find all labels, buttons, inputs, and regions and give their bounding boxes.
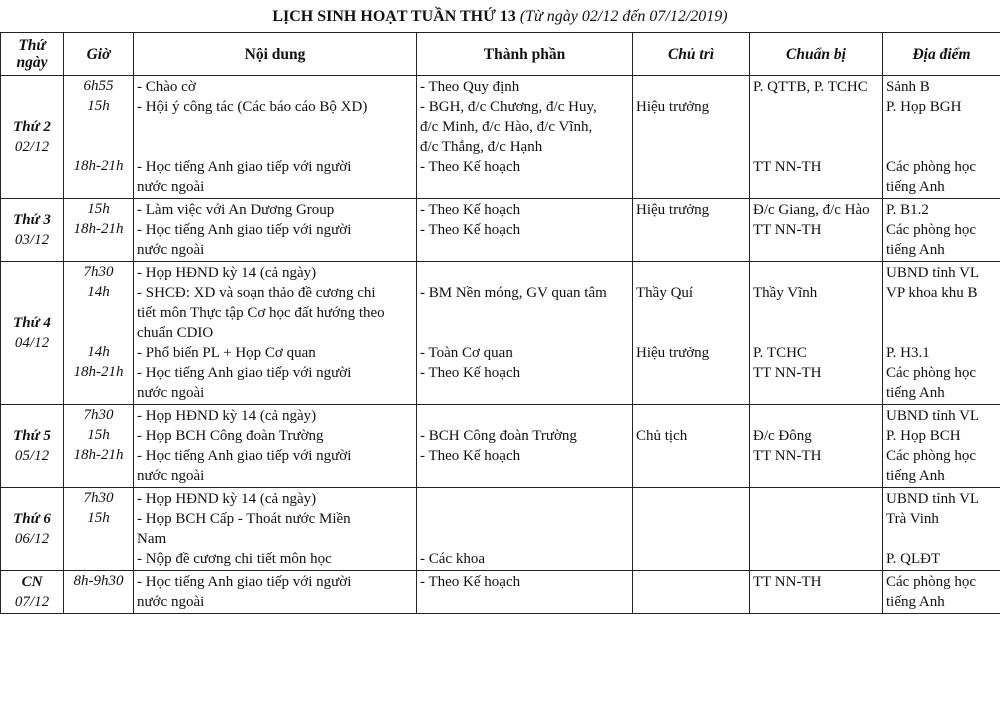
cell-line (64, 239, 133, 259)
cell-line (636, 117, 746, 137)
cell-line (64, 465, 133, 485)
cell-line: tiếng Anh (886, 383, 997, 403)
cell-line: - Họp BCH Công đoàn Trường (137, 426, 413, 446)
cell-line: Đ/c Đông (753, 426, 879, 446)
day-row (1, 571, 1000, 614)
cell-line (420, 592, 629, 612)
chair-cell (633, 76, 750, 199)
cell-line (420, 383, 629, 403)
cell-line: Thầy Quí (636, 283, 746, 303)
cell-line (636, 323, 746, 343)
cell-line: - Hội ý công tác (Các báo cáo Bộ XD) (137, 97, 413, 117)
cell-line: P. Họp BGH (886, 97, 997, 117)
cell-line: Hiệu trưởng (636, 97, 746, 117)
cell-line (137, 117, 413, 137)
cell-line (753, 592, 879, 612)
cell-line: đ/c Thắng, đ/c Hạnh (420, 137, 629, 157)
cell-line: 15h (64, 199, 133, 219)
cell-line (636, 177, 746, 197)
cell-line (420, 263, 629, 283)
header-row (1, 33, 1000, 76)
members-cell (417, 488, 633, 571)
place-cell (883, 488, 1000, 571)
cell-line: - Theo Kế hoạch (420, 363, 629, 383)
cell-line: chuẩn CDIO (137, 323, 413, 343)
cell-line: P. QTTB, P. TCHC (753, 77, 879, 97)
cell-line: 7h30 (64, 488, 133, 508)
time-cell (64, 405, 134, 488)
place-cell (883, 405, 1000, 488)
day-row (1, 488, 1000, 571)
day-cell (1, 405, 64, 488)
day-cell (1, 76, 64, 199)
cell-line: - Theo Kế hoạch (420, 572, 629, 592)
cell-line: P. Họp BCH (886, 426, 997, 446)
header-content: Nội dung (134, 33, 417, 76)
cell-line: P. QLĐT (886, 549, 997, 569)
day-date: 07/12 (15, 594, 49, 610)
cell-line: VP khoa khu B (886, 283, 997, 303)
members-cell (417, 76, 633, 199)
cell-line (636, 572, 746, 592)
cell-line (886, 529, 997, 549)
header-members: Thành phần (417, 33, 633, 76)
header-chair: Chủ trì (633, 33, 750, 76)
day-date: 05/12 (15, 448, 49, 464)
cell-line (420, 406, 629, 426)
cell-line (636, 466, 746, 486)
cell-line: - Theo Kế hoạch (420, 446, 629, 466)
cell-line: Nam (137, 529, 413, 549)
cell-line (64, 176, 133, 196)
cell-line: - SHCĐ: XD và soạn thảo đề cương chi (137, 283, 413, 303)
cell-line (636, 383, 746, 403)
cell-line (64, 136, 133, 156)
cell-line: 15h (64, 425, 133, 445)
cell-line: Hiệu trưởng (636, 200, 746, 220)
cell-line: - Nộp đề cương chi tiết môn học (137, 549, 413, 569)
cell-line: Đ/c Giang, đ/c Hào (753, 200, 879, 220)
day-cell (1, 199, 64, 262)
cell-line: - Học tiếng Anh giao tiếp với người (137, 446, 413, 466)
cell-line: TT NN-TH (753, 446, 879, 466)
header-time: Giờ (64, 33, 134, 76)
cell-line (636, 303, 746, 323)
content-cell (134, 262, 417, 405)
title-range: (Từ ngày 02/12 đến 07/12/2019) (520, 8, 728, 25)
day-label: Thứ 5 (4, 426, 60, 446)
cell-line: 18h-21h (64, 445, 133, 465)
cell-line (420, 177, 629, 197)
cell-line: tiết môn Thực tập Cơ học đất hướng theo (137, 303, 413, 323)
cell-line: Các phòng học (886, 572, 997, 592)
content-cell (134, 405, 417, 488)
time-cell (64, 488, 134, 571)
cell-line: P. B1.2 (886, 200, 997, 220)
cell-line: - Làm việc với An Dương Group (137, 200, 413, 220)
prep-cell (750, 199, 883, 262)
cell-line: 15h (64, 96, 133, 116)
cell-line (636, 592, 746, 612)
cell-line: Trà Vinh (886, 509, 997, 529)
schedule-table (0, 32, 1000, 614)
cell-line: 8h-9h30 (64, 571, 133, 591)
time-cell (64, 571, 134, 614)
content-cell (134, 76, 417, 199)
cell-line: Các phòng học (886, 157, 997, 177)
cell-line (636, 263, 746, 283)
cell-line: - BGH, đ/c Chương, đ/c Huy, (420, 97, 629, 117)
cell-line: Hiệu trưởng (636, 343, 746, 363)
cell-line (753, 489, 879, 509)
cell-line (636, 446, 746, 466)
day-row (1, 199, 1000, 262)
cell-line (753, 263, 879, 283)
cell-line: 14h (64, 282, 133, 302)
day-date: 06/12 (15, 531, 49, 547)
cell-line: Chủ tịch (636, 426, 746, 446)
cell-line: 14h (64, 342, 133, 362)
day-cell (1, 262, 64, 405)
cell-line: đ/c Minh, đ/c Hào, đ/c Vĩnh, (420, 117, 629, 137)
cell-line (636, 489, 746, 509)
cell-line (420, 489, 629, 509)
cell-line (636, 137, 746, 157)
cell-line: 15h (64, 508, 133, 528)
cell-line (636, 77, 746, 97)
members-cell (417, 571, 633, 614)
cell-line: tiếng Anh (886, 466, 997, 486)
cell-line: - Học tiếng Anh giao tiếp với người (137, 220, 413, 240)
chair-cell (633, 262, 750, 405)
content-cell (134, 199, 417, 262)
cell-line: - Toàn Cơ quan (420, 343, 629, 363)
day-cell (1, 571, 64, 614)
cell-line: TT NN-TH (753, 220, 879, 240)
day-label: Thứ 4 (4, 313, 60, 333)
cell-line (753, 117, 879, 137)
title-main: LỊCH SINH HOẠT TUẦN THỨ 13 (272, 8, 515, 25)
cell-line: - Phổ biến PL + Họp Cơ quan (137, 343, 413, 363)
cell-line (64, 116, 133, 136)
cell-line (64, 302, 133, 322)
cell-line (636, 549, 746, 569)
place-cell (883, 76, 1000, 199)
cell-line: tiếng Anh (886, 240, 997, 260)
chair-cell (633, 488, 750, 571)
chair-cell (633, 571, 750, 614)
cell-line: - Học tiếng Anh giao tiếp với người (137, 157, 413, 177)
cell-line: 18h-21h (64, 362, 133, 382)
cell-line (753, 406, 879, 426)
cell-line (753, 549, 879, 569)
cell-line: TT NN-TH (753, 572, 879, 592)
day-date: 03/12 (15, 232, 49, 248)
cell-line (753, 177, 879, 197)
cell-line: - BCH Công đoàn Trường (420, 426, 629, 446)
cell-line (636, 529, 746, 549)
cell-line (886, 323, 997, 343)
day-label: CN (4, 572, 60, 592)
day-label: Thứ 6 (4, 509, 60, 529)
cell-line: - Các khoa (420, 549, 629, 569)
time-cell (64, 199, 134, 262)
cell-line (420, 303, 629, 323)
cell-line: Các phòng học (886, 446, 997, 466)
cell-line: Sảnh B (886, 77, 997, 97)
cell-line: 7h30 (64, 262, 133, 282)
cell-line: nước ngoài (137, 592, 413, 612)
cell-line: - Theo Quy định (420, 77, 629, 97)
cell-line (753, 137, 879, 157)
place-cell (883, 571, 1000, 614)
cell-line (420, 529, 629, 549)
prep-cell (750, 76, 883, 199)
cell-line (636, 509, 746, 529)
cell-line (753, 466, 879, 486)
cell-line (64, 382, 133, 402)
cell-line: - Học tiếng Anh giao tiếp với người (137, 363, 413, 383)
cell-line (636, 363, 746, 383)
header-place: Địa điểm (883, 33, 1000, 76)
cell-line: 18h-21h (64, 219, 133, 239)
cell-line: - Họp HĐND kỳ 14 (cả ngày) (137, 263, 413, 283)
prep-cell (750, 262, 883, 405)
cell-line: P. TCHC (753, 343, 879, 363)
content-cell (134, 488, 417, 571)
cell-line: TT NN-TH (753, 363, 879, 383)
cell-line (64, 322, 133, 342)
day-label: Thứ 3 (4, 210, 60, 230)
place-cell (883, 262, 1000, 405)
cell-line: nước ngoài (137, 177, 413, 197)
cell-line (64, 548, 133, 568)
cell-line: - Họp BCH Cấp - Thoát nước Miền (137, 509, 413, 529)
cell-line (753, 529, 879, 549)
cell-line: 6h55 (64, 76, 133, 96)
cell-line (420, 240, 629, 260)
cell-line (636, 220, 746, 240)
cell-line: - Theo Kế hoạch (420, 157, 629, 177)
cell-line: - Học tiếng Anh giao tiếp với người (137, 572, 413, 592)
chair-cell (633, 199, 750, 262)
day-row (1, 405, 1000, 488)
prep-cell (750, 405, 883, 488)
cell-line: UBND tỉnh VL (886, 489, 997, 509)
place-cell (883, 199, 1000, 262)
cell-line: Các phòng học (886, 220, 997, 240)
day-label: Thứ 2 (4, 117, 60, 137)
day-row (1, 262, 1000, 405)
cell-line: tiếng Anh (886, 177, 997, 197)
cell-line (137, 137, 413, 157)
cell-line: - Theo Kế hoạch (420, 220, 629, 240)
cell-line: nước ngoài (137, 466, 413, 486)
cell-line (886, 303, 997, 323)
cell-line (753, 509, 879, 529)
chair-cell (633, 405, 750, 488)
time-cell (64, 262, 134, 405)
cell-line: - Chào cờ (137, 77, 413, 97)
cell-line (753, 383, 879, 403)
time-cell (64, 76, 134, 199)
cell-line (636, 157, 746, 177)
cell-line: UBND tỉnh VL (886, 263, 997, 283)
prep-cell (750, 571, 883, 614)
cell-line: 7h30 (64, 405, 133, 425)
members-cell (417, 405, 633, 488)
cell-line: UBND tỉnh VL (886, 406, 997, 426)
cell-line: nước ngoài (137, 383, 413, 403)
cell-line (64, 528, 133, 548)
cell-line (64, 591, 133, 611)
cell-line: tiếng Anh (886, 592, 997, 612)
cell-line: - Họp HĐND kỳ 14 (cả ngày) (137, 489, 413, 509)
cell-line: Các phòng học (886, 363, 997, 383)
prep-cell (750, 488, 883, 571)
cell-line (753, 303, 879, 323)
cell-line: Thầy Vĩnh (753, 283, 879, 303)
header-prep: Chuẩn bị (750, 33, 883, 76)
cell-line (636, 406, 746, 426)
cell-line (753, 323, 879, 343)
cell-line (886, 137, 997, 157)
cell-line: TT NN-TH (753, 157, 879, 177)
cell-line: - Theo Kế hoạch (420, 200, 629, 220)
cell-line (636, 240, 746, 260)
day-date: 02/12 (15, 139, 49, 155)
cell-line: - BM Nền móng, GV quan tâm (420, 283, 629, 303)
cell-line (420, 509, 629, 529)
cell-line (753, 97, 879, 117)
cell-line: - Họp HĐND kỳ 14 (cả ngày) (137, 406, 413, 426)
cell-line (420, 323, 629, 343)
header-day: Thứ ngày (1, 33, 64, 76)
cell-line (886, 117, 997, 137)
day-date: 04/12 (15, 335, 49, 351)
day-row (1, 76, 1000, 199)
cell-line (753, 240, 879, 260)
cell-line: P. H3.1 (886, 343, 997, 363)
day-cell (1, 488, 64, 571)
page-title (0, 6, 1000, 32)
cell-line: nước ngoài (137, 240, 413, 260)
content-cell (134, 571, 417, 614)
members-cell (417, 262, 633, 405)
cell-line (420, 466, 629, 486)
members-cell (417, 199, 633, 262)
cell-line: 18h-21h (64, 156, 133, 176)
